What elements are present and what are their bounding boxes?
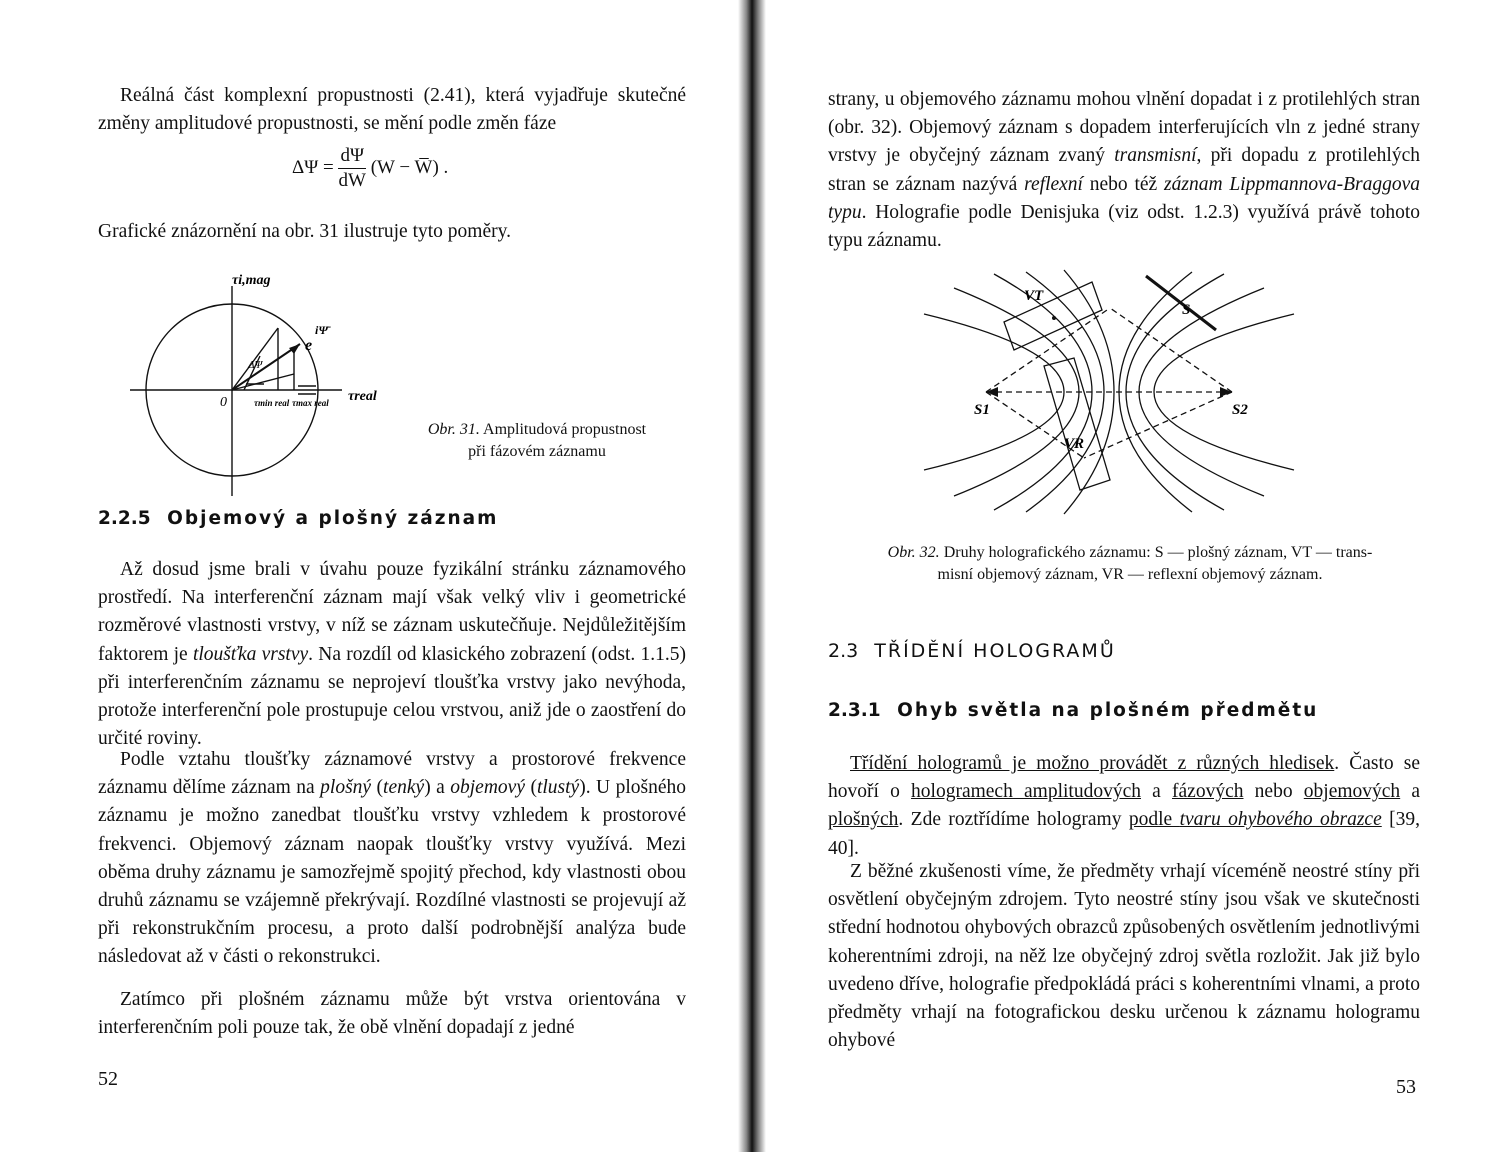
fig32-s2-label: S2 [1232, 402, 1248, 418]
text-emphasis: transmisní [1114, 145, 1197, 167]
text-run: . Holografie podle Denisjuka (viz odst. 1.2.3) využívá právě tohoto typu záznamu. [828, 201, 1420, 252]
text-emphasis: objemový [450, 777, 525, 799]
formula-fraction [338, 144, 366, 193]
paragraph-shadows: Z běžné zkušenosti víme, že předměty vrhají víceméně neostré stíny při osvětlení obyčejným zdrojem. Tyto neostré stíny jsou však ve skutečnosti střední hodnotou ohybových obrazců způsobených osvětlením jednotlivými koherentními zdroji, na něž lze obyčejný zdroj světla rozložit. Jak již bylo uvedeno dříve, holografie předpokládá práci s koherentními vlnami, a proto předměty vrhají na fotografickou desku určenou k záznamu hologramu ohybové [828, 861, 1420, 1052]
text-underlined: Třídění hologramů je možno provádět z různých hledisek [850, 753, 1335, 774]
text-underlined: plošných [828, 809, 899, 831]
fig31-exp-sup: iΨ̄ [315, 323, 328, 337]
fig31-caption-label: Obr. 31. [427, 421, 480, 438]
fig32-vt-label: VT [1024, 288, 1044, 304]
figure-31-caption [400, 419, 674, 463]
paragraph-graphic-ref: Grafické znázornění na obr. 31 ilustruje tyto poměry. [98, 221, 511, 242]
fig32-vr-label: VR [1064, 436, 1085, 452]
text-run: ). U plošného záznamu je možno zanedbat tloušťku vrstvy vzhledem k prostorové frekvenci. Objemový záznam naopak tloušťky vrstvy využívá. Mezi oběma druhy záznamu je samozřejmě spojitý přechod, kdy vlastnosti obou druhů záznamu se vzájemně překrývají. Rozdílné vlastnosti se projevují až při rekonstrukčním procesu, a proto další podrobnější analýza bude následovat až v části o rekonstrukci. [98, 777, 686, 968]
text-underlined: objemových [1303, 781, 1401, 803]
section-heading-2-2-5 [98, 508, 498, 529]
text-emphasis: reflexní [1024, 173, 1083, 195]
section-title: Objemový a plošný záznam [167, 508, 499, 529]
text-run: Až dosud jsme brali v úvahu pouze fyzikální stránku záznamového prostředí. Na interferenční záznam mají však velký vliv i geometrické rozměrové vlastnosti vrstvy, v níž se záznam uskutečňuje. Nejdůležitějším faktorem je [98, 559, 686, 665]
text-run: Podle vztahu tloušťky záznamové vrstvy a prostorové frekvence záznamu dělíme záznam na [98, 749, 686, 799]
page-number-right: 53 [1396, 1076, 1416, 1098]
text-run: strany, u objemového záznamu mohou vlnění dopadat i z protilehlých stran (obr. 32). Objemový záznam s dopadem interferujících vln z jedné strany vrstvy je obyčejný záznam zvaný [828, 89, 1420, 167]
section-number: 2.3.1 [828, 700, 881, 721]
chapter-number: 2.3 [828, 640, 859, 662]
fig32-s-label: S [1182, 302, 1191, 318]
left-page [0, 0, 740, 1152]
figure-32-caption [824, 542, 1436, 586]
text-run: [39, 40]. [828, 809, 1420, 859]
paragraph-hologram-classification [828, 750, 1420, 863]
text-run: ( [371, 777, 384, 799]
text-emphasis: záznam Lippmannova-Braggova typu [828, 173, 1420, 223]
text-run: , při dopadu z protilehlých stran se záznam nazývá [828, 145, 1420, 195]
fig31-y-label: τi,mag [232, 273, 271, 288]
figure-32-diagram [914, 268, 1304, 516]
fig31-arrow-head [289, 344, 300, 354]
text-emphasis: tlustý [536, 777, 580, 799]
fig31-x-label: τreal [348, 389, 377, 404]
formula-denominator: dW [338, 170, 366, 191]
section-title: Ohyb světla na plošném předmětu [897, 700, 1319, 721]
paragraph-volume-recording [828, 86, 1420, 255]
text-run: . Často se hovoří o [828, 753, 1420, 803]
fig32-caption-label: Obr. 32. [887, 544, 940, 561]
fig31-caption-line1: Amplitudová propustnost [483, 421, 647, 438]
text-underlined: podle [1128, 809, 1180, 831]
figure-31-diagram [120, 268, 410, 500]
fig32-s1-label: S1 [974, 402, 990, 418]
text-emphasis: plošný [320, 777, 372, 799]
paragraph-classification [98, 746, 686, 972]
formula-rhs: (W − W̅) . [370, 156, 449, 178]
formula-lhs: ΔΨ = [292, 156, 334, 178]
right-page [764, 0, 1506, 1152]
fig31-origin-label: 0 [220, 395, 227, 410]
paragraph-thickness [98, 556, 686, 753]
text-underlined: fázových [1172, 781, 1244, 803]
book-spine [738, 0, 766, 1152]
paragraph-orientation: Zatímco při plošném záznamu může být vrstva orientována v interferenčním poli pouze tak, že obě vlnění dopadají z jedné [98, 989, 686, 1039]
text-run: ) a [424, 777, 451, 799]
fig31-tick-max: τmax real [292, 398, 329, 408]
chapter-heading-2-3 [828, 640, 1116, 662]
section-heading-2-3-1 [828, 700, 1318, 721]
text-emphasis: tenký [383, 777, 425, 799]
fig31-delta-label: ΔΨ [248, 359, 263, 371]
fig32-caption-line2: misní objemový záznam, VR — reflexní objemový záznam. [937, 566, 1323, 583]
page-number-left: 52 [98, 1068, 118, 1090]
text-emphasis-underlined: tvaru ohybového obrazce [1179, 809, 1382, 831]
text-emphasis: tloušťka vrstvy [192, 643, 309, 665]
text-run: nebo též [1082, 173, 1165, 195]
text-run: nebo [1243, 781, 1304, 803]
text-run: a [1400, 781, 1421, 803]
paragraph-intro: Reálná část komplexní propustnosti (2.41), která vyjadřuje skutečné změny amplitudové propustnosti, se mění podle změn fáze [98, 85, 686, 135]
fig31-phasor [232, 344, 300, 390]
fig32-caption-line1: Druhy holografického záznamu: S — plošný záznam, VT — trans- [943, 544, 1373, 561]
text-run: a [1141, 781, 1173, 803]
fig31-caption-line2: při fázovém záznamu [468, 443, 606, 460]
fig31-exp-label: e [305, 337, 313, 354]
section-number: 2.2.5 [98, 508, 151, 529]
formula-numerator: dΨ [338, 144, 366, 169]
text-run: . Na rozdíl od klasického zobrazení (odst. 1.1.5) při interferenčním záznamu se neprojeví tloušťka vrstvy jako nevýhoda, protože interferenční pole prostupuje celou vrstvou, aniž jde o zaostření do určité roviny. [98, 643, 686, 750]
text-run: ( [524, 777, 537, 799]
chapter-title: TŘÍDĚNÍ HOLOGRAMŮ [874, 640, 1116, 662]
fig31-tick-min: τmin real [254, 398, 290, 408]
text-underlined: hologramech amplitudových [911, 781, 1141, 803]
text-run: . Zde roztřídíme hologramy [898, 809, 1129, 831]
formula-delta-psi [292, 144, 448, 193]
